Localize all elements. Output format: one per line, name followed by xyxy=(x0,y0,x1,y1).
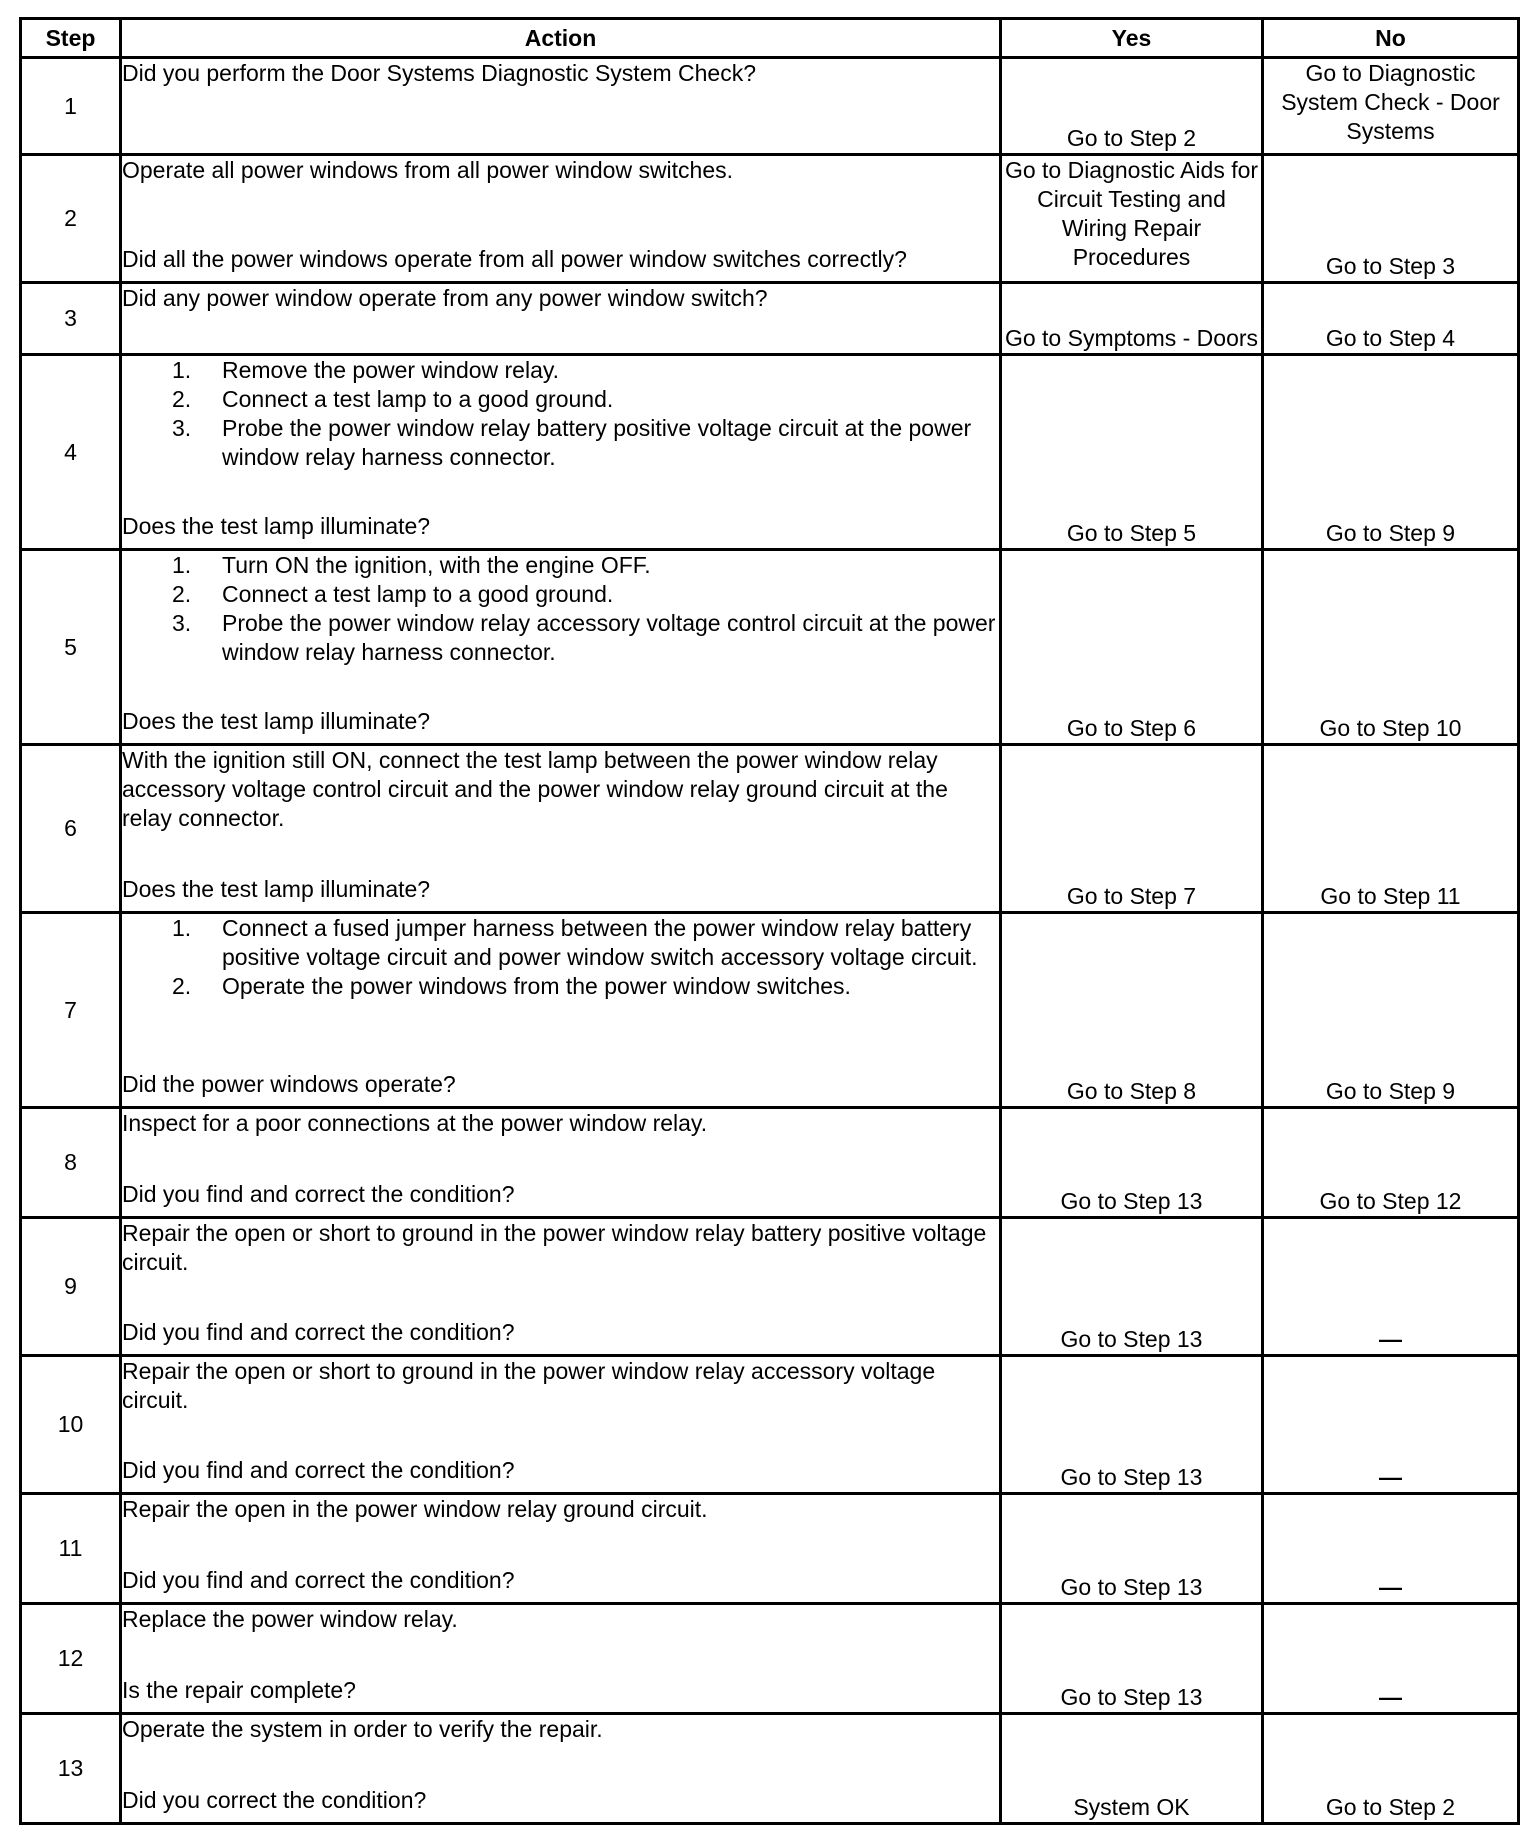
action-question: Did you find and correct the condition? xyxy=(122,1319,515,1345)
action-cell xyxy=(121,1218,1001,1356)
list-item xyxy=(122,914,999,972)
action-cell xyxy=(121,1108,1001,1218)
table-row xyxy=(21,745,1519,913)
action-cell xyxy=(121,745,1001,913)
action-text: Operate the system in order to verify the repair. xyxy=(122,1716,603,1742)
list-item xyxy=(122,356,999,385)
step-number: 4 xyxy=(21,355,121,550)
header-row xyxy=(21,19,1519,58)
yes-result: Go to Step 13 xyxy=(1001,1604,1263,1714)
step-number: 13 xyxy=(21,1714,121,1824)
action-cell xyxy=(121,1604,1001,1714)
action-question: Is the repair complete? xyxy=(122,1677,356,1703)
list-item-text: Probe the power window relay battery positive voltage circuit at the power window relay harness connector. xyxy=(222,415,972,470)
table-row xyxy=(21,550,1519,745)
no-result: — xyxy=(1263,1604,1519,1714)
no-result: Go to Step 10 xyxy=(1263,550,1519,745)
no-result: — xyxy=(1263,1494,1519,1604)
table-row xyxy=(21,355,1519,550)
step-number: 2 xyxy=(21,155,121,283)
list-item-number: 1. xyxy=(172,915,192,941)
no-result: Go to Step 12 xyxy=(1263,1108,1519,1218)
no-result: Go to Step 11 xyxy=(1263,745,1519,913)
no-result: Go to Step 9 xyxy=(1263,913,1519,1108)
action-text: With the ignition still ON, connect the test lamp between the power window relay accessory voltage control circuit and the power window relay ground circuit at the relay connector. xyxy=(122,747,948,831)
header-yes: Yes xyxy=(1001,19,1263,58)
step-number: 9 xyxy=(21,1218,121,1356)
step-number: 11 xyxy=(21,1494,121,1604)
action-question: Does the test lamp illuminate? xyxy=(122,876,431,902)
yes-result: Go to Step 13 xyxy=(1001,1356,1263,1494)
list-item-number: 2. xyxy=(172,386,192,412)
table-row xyxy=(21,913,1519,1108)
list-item-text: Probe the power window relay accessory voltage control circuit at the power window relay harness connector. xyxy=(222,610,996,665)
list-item xyxy=(122,385,999,414)
table-row xyxy=(21,1714,1519,1824)
action-question: Did the power windows operate? xyxy=(122,1071,456,1097)
no-result: — xyxy=(1263,1218,1519,1356)
yes-result: Go to Step 13 xyxy=(1001,1218,1263,1356)
list-item-text: Connect a fused jumper harness between the power window relay battery positive voltage circuit and power window switch accessory voltage circuit. xyxy=(222,915,978,970)
yes-result: Go to Step 8 xyxy=(1001,913,1263,1108)
step-number: 1 xyxy=(21,58,121,155)
list-item-number: 1. xyxy=(172,552,192,578)
table-row xyxy=(21,155,1519,283)
diagnostic-table xyxy=(19,17,1520,1825)
yes-result: Go to Step 5 xyxy=(1001,355,1263,550)
header-no: No xyxy=(1263,19,1519,58)
table-row xyxy=(21,1356,1519,1494)
list-item-text: Turn ON the ignition, with the engine OFF. xyxy=(222,552,651,578)
list-item-number: 3. xyxy=(172,610,192,636)
yes-result: Go to Step 13 xyxy=(1001,1494,1263,1604)
list-item-text: Connect a test lamp to a good ground. xyxy=(222,386,614,412)
action-cell xyxy=(121,355,1001,550)
list-item-text: Remove the power window relay. xyxy=(222,357,560,383)
no-result: Go to Step 4 xyxy=(1263,283,1519,355)
step-number: 12 xyxy=(21,1604,121,1714)
no-result: Go to Step 9 xyxy=(1263,355,1519,550)
action-steps-list xyxy=(122,914,999,1001)
table-row xyxy=(21,1218,1519,1356)
yes-result: Go to Symptoms - Doors xyxy=(1001,283,1263,355)
header-action: Action xyxy=(121,19,1001,58)
action-text: Repair the open or short to ground in the power window relay accessory voltage circuit. xyxy=(122,1358,936,1413)
action-steps-list xyxy=(122,551,999,667)
list-item xyxy=(122,551,999,580)
action-question: Did you find and correct the condition? xyxy=(122,1567,515,1593)
action-cell xyxy=(121,155,1001,283)
table-row xyxy=(21,1108,1519,1218)
list-item xyxy=(122,609,999,667)
list-item-number: 2. xyxy=(172,973,192,999)
action-text: Did you perform the Door Systems Diagnostic System Check? xyxy=(122,60,757,86)
table-row xyxy=(21,283,1519,355)
step-number: 10 xyxy=(21,1356,121,1494)
list-item xyxy=(122,580,999,609)
list-item-number: 1. xyxy=(172,357,192,383)
action-text: Repair the open in the power window relay ground circuit. xyxy=(122,1496,708,1522)
action-question: Does the test lamp illuminate? xyxy=(122,513,431,539)
step-number: 6 xyxy=(21,745,121,913)
no-result: Go to Step 3 xyxy=(1263,155,1519,283)
action-question: Did all the power windows operate from all power window switches correctly? xyxy=(122,246,907,272)
no-result: — xyxy=(1263,1356,1519,1494)
table-row xyxy=(21,1604,1519,1714)
action-text: Repair the open or short to ground in the power window relay battery positive voltage circuit. xyxy=(122,1220,987,1275)
action-cell xyxy=(121,58,1001,155)
step-number: 8 xyxy=(21,1108,121,1218)
list-item-text: Connect a test lamp to a good ground. xyxy=(222,581,614,607)
no-result: Go to Diagnostic System Check - Door Systems xyxy=(1263,58,1519,155)
action-question: Did you find and correct the condition? xyxy=(122,1181,515,1207)
action-text: Replace the power window relay. xyxy=(122,1606,458,1632)
action-cell xyxy=(121,550,1001,745)
step-number: 3 xyxy=(21,283,121,355)
action-cell xyxy=(121,1494,1001,1604)
action-text: Operate all power windows from all power window switches. xyxy=(122,157,734,183)
action-cell xyxy=(121,283,1001,355)
list-item-number: 2. xyxy=(172,581,192,607)
action-steps-list xyxy=(122,356,999,472)
action-cell xyxy=(121,913,1001,1108)
step-number: 5 xyxy=(21,550,121,745)
yes-result: Go to Step 7 xyxy=(1001,745,1263,913)
list-item-number: 3. xyxy=(172,415,192,441)
action-question: Does the test lamp illuminate? xyxy=(122,708,431,734)
action-question: Did you find and correct the condition? xyxy=(122,1457,515,1483)
no-result: Go to Step 2 xyxy=(1263,1714,1519,1824)
step-number: 7 xyxy=(21,913,121,1108)
action-cell xyxy=(121,1714,1001,1824)
yes-result: Go to Step 2 xyxy=(1001,58,1263,155)
header-step: Step xyxy=(21,19,121,58)
list-item-text: Operate the power windows from the power window switches. xyxy=(222,973,851,999)
action-question: Did you correct the condition? xyxy=(122,1787,427,1813)
list-item xyxy=(122,414,999,472)
list-item xyxy=(122,972,999,1001)
table-row xyxy=(21,1494,1519,1604)
action-text: Inspect for a poor connections at the power window relay. xyxy=(122,1110,708,1136)
table-row xyxy=(21,58,1519,155)
yes-result: Go to Step 6 xyxy=(1001,550,1263,745)
yes-result: System OK xyxy=(1001,1714,1263,1824)
action-cell xyxy=(121,1356,1001,1494)
action-text: Did any power window operate from any power window switch? xyxy=(122,285,768,311)
yes-result: Go to Step 13 xyxy=(1001,1108,1263,1218)
yes-result: Go to Diagnostic Aids for Circuit Testing and Wiring Repair Procedures xyxy=(1001,155,1263,283)
